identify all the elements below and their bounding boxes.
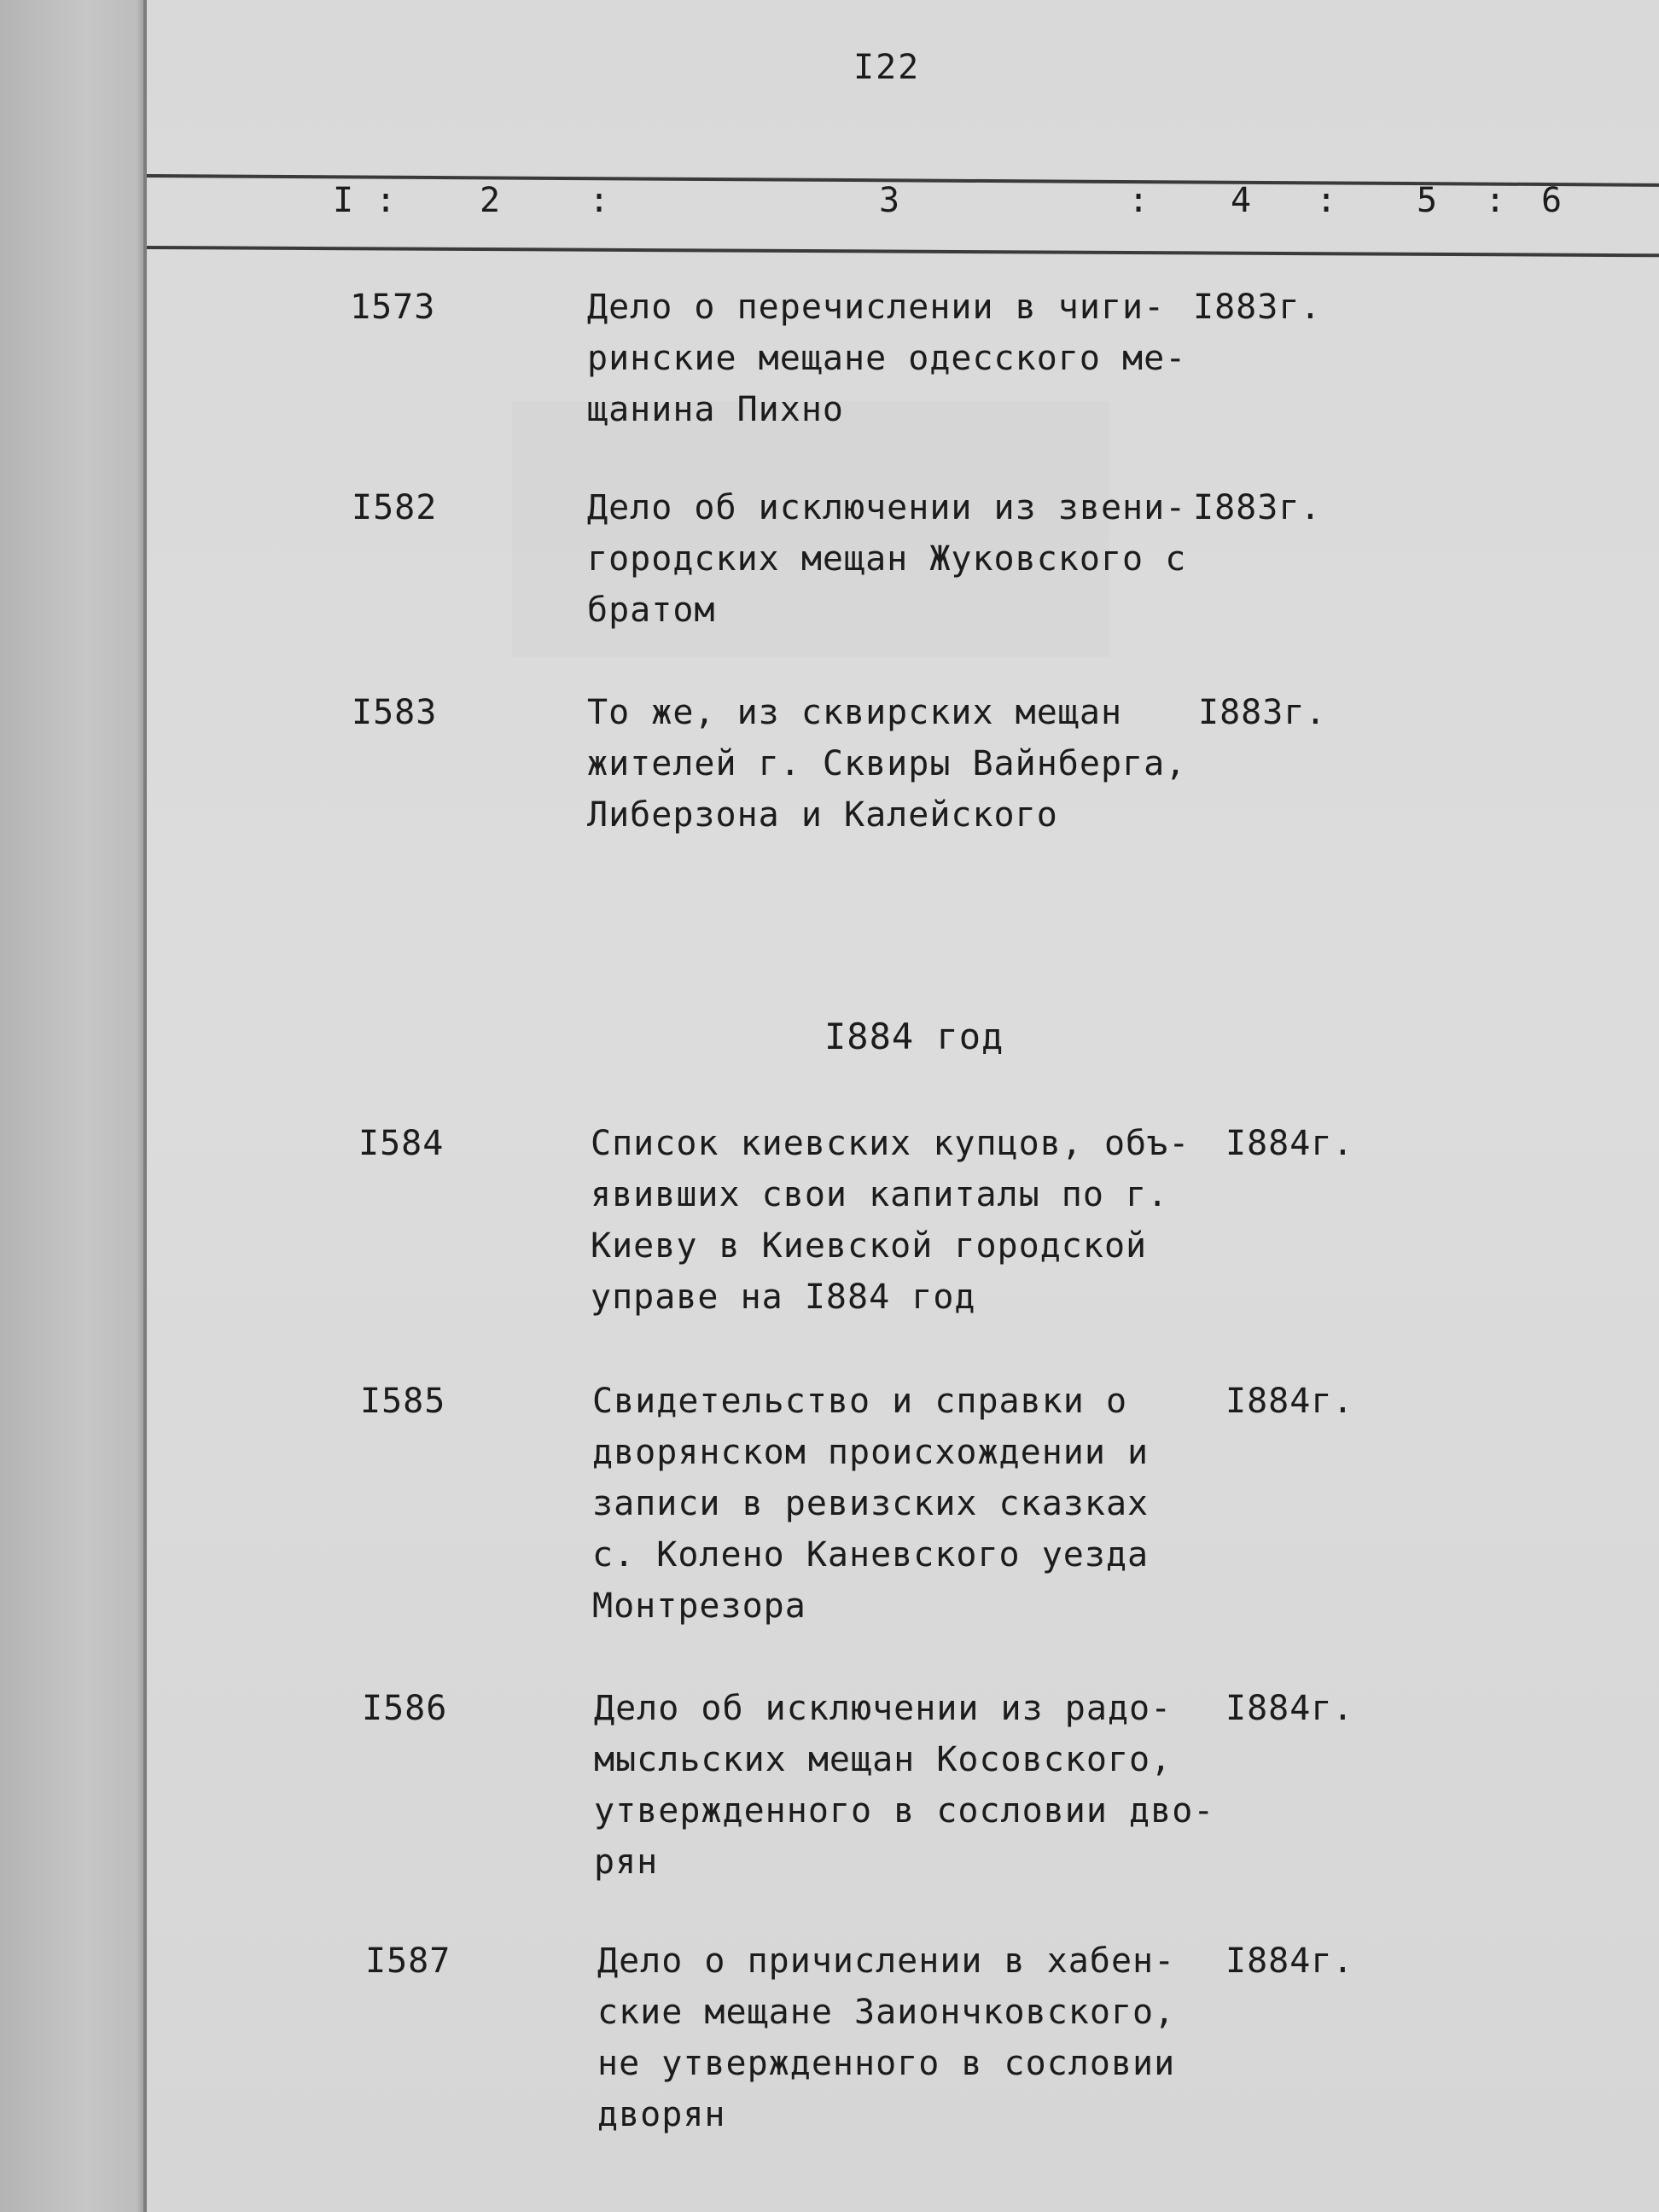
entry-description: То же, из сквирских мещан жителей г. Сквиры Вайнберга, Либерзона и Калейского [587, 693, 1187, 835]
column-separator: : [589, 181, 610, 220]
column-header-6: 6 [1541, 181, 1563, 220]
entry-year: I883г. [1193, 288, 1322, 327]
entry-description: Дело о перечислении в чиги- ринские мещане одесского ме- щанина Пихно [587, 288, 1187, 429]
entry-year: I884г. [1225, 1941, 1354, 1981]
page-number: I22 [853, 48, 921, 87]
column-separator: : [1485, 181, 1506, 220]
binding-shadow [0, 0, 145, 2212]
entry-description: Дело об исключении из звени- городских мещан Жуковского с братом [587, 488, 1187, 630]
entry-number: I582 [352, 488, 438, 527]
entry-description: Список киевских купцов, объ- явивших свои капиталы по г. Киеву в Киевской городской управе на I884 год [591, 1124, 1190, 1317]
section-title-1884: I884 год [824, 1016, 1004, 1057]
column-header-4: 4 [1231, 181, 1252, 220]
column-header-5: 5 [1417, 181, 1438, 220]
column-header-1: I [333, 181, 354, 220]
entry-number: I587 [365, 1941, 451, 1981]
entry-year: I883г. [1193, 488, 1322, 527]
column-header-2: 2 [480, 181, 501, 220]
entry-number: 1573 [350, 288, 436, 327]
column-separator: : [1128, 181, 1150, 220]
entry-number: I586 [362, 1689, 448, 1728]
entry-year: I884г. [1225, 1124, 1354, 1163]
column-separator: : [375, 181, 397, 220]
entry-year: I884г. [1225, 1382, 1354, 1421]
column-header-3: 3 [879, 181, 900, 220]
entry-year: I883г. [1198, 693, 1327, 732]
entry-description: Свидетельство и справки о дворянском происхождении и записи в ревизских сказках с. Колено Каневского уезда Монтрезора [592, 1382, 1150, 1626]
entry-year: I884г. [1225, 1689, 1354, 1728]
entry-description: Дело об исключении из радо- мысльских мещан Косовского, утвержденного в сословии дво- рян [594, 1689, 1215, 1882]
entry-number: I583 [352, 693, 438, 732]
column-separator: : [1316, 181, 1337, 220]
entry-description: Дело о причислении в хабен- ские мещане Заиончковского, не утвержденного в сословии дворян [597, 1941, 1176, 2134]
entry-number: I585 [360, 1382, 446, 1421]
entry-number: I584 [358, 1124, 445, 1163]
